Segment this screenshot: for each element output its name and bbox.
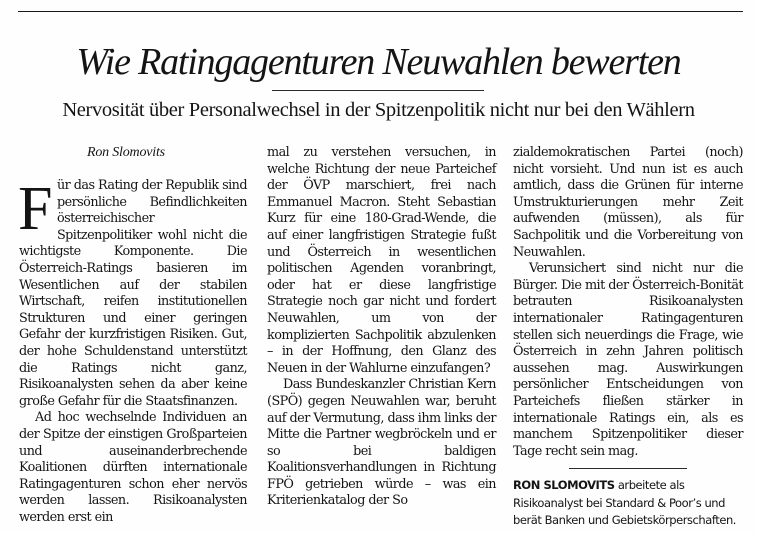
article-column-3 bbox=[513, 145, 743, 530]
paragraph: Dass Bundeskanzler Christian Kern (SPÖ) gegen Neuwahlen war, beruht auf der Vermutung, dass ihm links der Mitte die Partner wegbröckeln und er so bei baldigen Koalitionsverhandlungen in Richtung FPÖ getrieben würde – was ein Kriterienkatalog der So bbox=[267, 377, 496, 509]
paragraph-text: ür das Rating der Republik sind persönliche Befindlichkeiten österreichischer Spitzenpolitiker wohl nicht die wichtigste Komponente. Die Österreich-Ratings basieren im Wesentlichen auf der stabilen Wirtschaft, reifen institutionellen Strukturen und einer geringen Gefahr der kurzfristigen Risiken. Gut, der hohe Schuldenstand unterstützt die Ratings nicht ganz, Risikoanalysten sehen da aber keine große Gefahr für die Staatsfinanzen. bbox=[19, 178, 247, 409]
paragraph: Ad hoc wechselnde Individuen an der Spitze der einstigen Großparteien und auseinanderbrechende Koalitionen dürften internationale Ratingagenturen schon eher nervös werden lassen. Risikoanalysten werden erst ein bbox=[19, 410, 247, 525]
headline: Wie Ratingagenturen Neuwahlen bewerten bbox=[76, 41, 681, 83]
top-rule bbox=[18, 11, 743, 12]
author-bio bbox=[513, 477, 743, 530]
paragraph: mal zu verstehen versuchen, in welche Richtung der neue Parteichef der ÖVP marschiert, frei nach Emmanuel Macron. Steht Sebastian Kurz für eine 180-Grad-Wende, die auf einer langfristigen Strategie fußt und Österreich in wesentlichen politischen Agenden voranbringt, oder hat er diese langfristige Strategie noch gar nicht und fordert Neuwahlen, um von der komplizierten Sachpolitik abzulenken – in der Hoffnung, den Glanz des Neuen in der Wahlurne einzufangen? bbox=[267, 145, 496, 376]
paragraph: Verunsichert sind nicht nur die Bürger. Die mit der Österreich-Bonität betrauten Risikoanalysten internationaler Ratingagenturen stellen sich neuerdings die Frage, wie Österreich in zehn Jahren politisch aussehen mag. Auswirkungen persönlicher Entscheidungen von Parteichefs fließen stärker in internationale Ratings ein, als es manchem Spitzenpolitiker dieser Tage recht sein mag. bbox=[513, 261, 743, 459]
bio-divider bbox=[569, 468, 687, 469]
article-column-2 bbox=[267, 145, 496, 510]
bio-text: arbeitete als Risikoanalyst bei Standard & Poor’s und berät Banken und Gebietskörperschaften. bbox=[513, 478, 736, 528]
paragraph bbox=[18, 175, 247, 410]
subheadline: Nervosität über Personalwechsel in der Spitzenpolitik nicht nur bei den Wählern bbox=[62, 99, 695, 121]
headline-divider bbox=[272, 90, 484, 91]
drop-cap: F bbox=[18, 175, 52, 243]
article-column-1 bbox=[19, 145, 247, 526]
paragraph: zialdemokratischen Partei (noch) nicht vorsieht. Und nun ist es auch amtlich, dass die Grünen für interne Umstrukturierungen mehr Zeit aufwenden (müssen), als für Sachpolitik und die Vorbereitung von Neuwahlen. bbox=[513, 145, 743, 260]
author-byline: Ron Slomovits bbox=[87, 145, 165, 160]
bio-author-name: RON SLOMOVITS bbox=[513, 478, 615, 493]
